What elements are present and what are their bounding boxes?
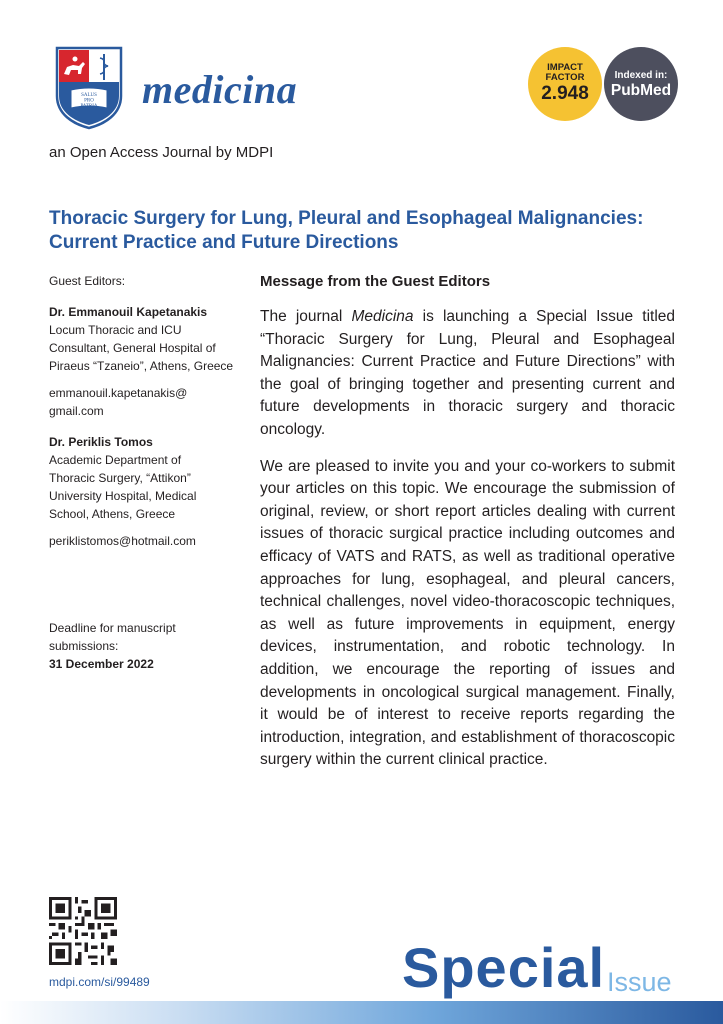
affiliation-line: University Hospital, Medical <box>49 489 197 503</box>
editor-email <box>49 384 244 420</box>
affiliation-line: School, Athens, Greece <box>49 507 176 521</box>
crest-motto-3: PATRIA <box>80 104 98 109</box>
message-paragraph-1 <box>260 306 675 442</box>
impact-factor-badge <box>528 47 602 121</box>
title-line-2: Current Practice and Future Directions <box>49 232 399 253</box>
title-line-1: Thoracic Surgery for Lung, Pleural and Esophageal Malignancies: <box>49 208 644 229</box>
qr-code-icon[interactable] <box>49 897 117 965</box>
impact-factor-value: 2.948 <box>541 83 589 104</box>
special-issue-special-word: Special <box>402 936 606 999</box>
paragraph-text: The journal <box>260 308 352 325</box>
affiliation-line: Thoracic Surgery, “Attikon” <box>49 471 191 485</box>
editor-email <box>49 532 244 550</box>
affiliation-line: Piraeus “Tzaneio”, Athens, Greece <box>49 359 234 373</box>
email-line: emmanouil.kapetanakis@ <box>49 386 188 400</box>
crest-motto-2: PRO <box>84 98 94 104</box>
journal-crest-logo <box>55 46 123 130</box>
editor-name: Dr. Emmanouil Kapetanakis <box>49 305 208 319</box>
special-issue-issue-word: Issue <box>607 967 672 997</box>
crest-motto-1: SALUS <box>81 93 97 98</box>
editor-affiliation <box>49 321 244 375</box>
message-heading: Message from the Guest Editors <box>260 273 491 290</box>
editor-name: Dr. Periklis Tomos <box>49 435 153 449</box>
email-line: gmail.com <box>49 404 104 418</box>
guest-editors-label: Guest Editors: <box>49 274 126 288</box>
impact-badge-line2: FACTOR <box>545 72 585 83</box>
journal-name: medicina <box>142 67 298 112</box>
affiliation-line: Locum Thoracic and ICU <box>49 323 182 337</box>
affiliation-line: Academic Department of <box>49 453 182 467</box>
journal-tagline: an Open Access Journal by MDPI <box>49 144 274 161</box>
journal-name-inline: Medicina <box>351 308 414 325</box>
affiliation-line: Consultant, General Hospital of <box>49 341 216 355</box>
deadline-date: 31 December 2022 <box>49 657 154 671</box>
paragraph-text: is launching a Special Issue titled “Thoracic Surgery for Lung, Pleural and Esophageal Malignancies: Current Practice and Future Directions” with the goal of bringing together and presenting current and future developments in thoracic surgery and thoracic oncology. <box>260 308 676 438</box>
guest-editors-message <box>260 272 675 786</box>
deadline-label-line2: submissions: <box>49 639 119 653</box>
submission-deadline <box>49 619 244 673</box>
pubmed-badge-label: Indexed in: <box>614 69 668 81</box>
pubmed-badge <box>604 47 678 121</box>
email-line: periklistomos@hotmail.com <box>49 534 196 548</box>
footer-gradient-bar <box>0 1001 723 1024</box>
special-issue-title <box>49 207 689 255</box>
impact-badge-line1: IMPACT <box>547 62 583 73</box>
guest-editors-sidebar <box>49 272 244 563</box>
editor-affiliation <box>49 451 244 523</box>
message-paragraph-2: We are pleased to invite you and your co-workers to submit your articles on this topic. We encourage the submission of original, review, or short report articles dealing with current issues of thoracic surgical practice including outcomes and efficacy of VATS and RATS, as well as traditional operative approaches for lung, esophageal, and pleural cancers, technical challenges, novel video-thoracoscopic techniques, as well as future improvements in equipment, energy devices, instrumentation, and robotic technology. In addition, we encourage the reporting of issues and developments in oncological surgical management. Finally, it would be of interest to receive reports regarding the introduction, integration, and establishment of thoracoscopic surgery within the current clinical practice. <box>260 457 675 769</box>
pubmed-badge-value: PubMed <box>610 81 672 99</box>
deadline-label-line1: Deadline for manuscript <box>49 621 176 635</box>
special-issue-link[interactable]: mdpi.com/si/99489 <box>49 975 150 989</box>
